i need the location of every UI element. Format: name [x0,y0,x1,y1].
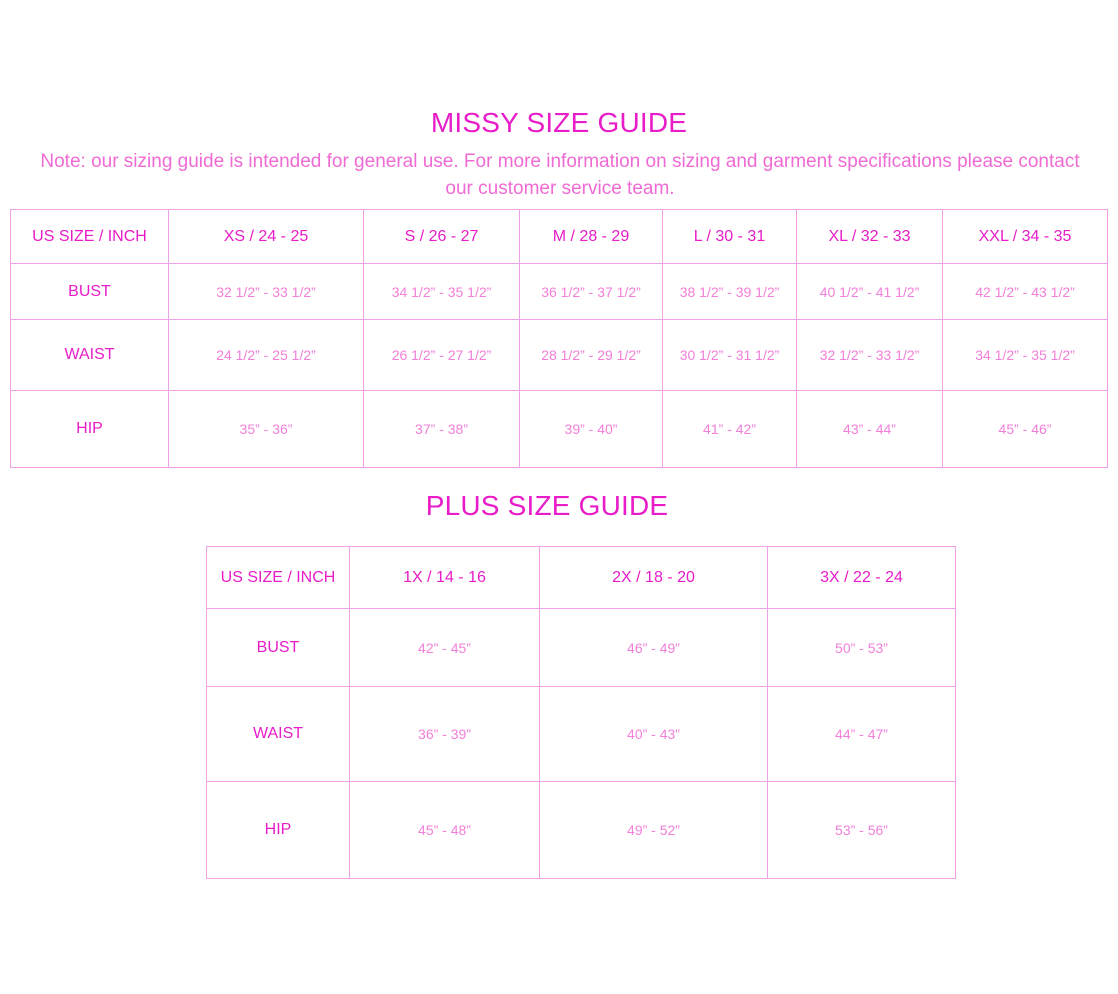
table-cell: 26 1/2” - 27 1/2” [364,320,520,391]
table-cell: 46” - 49” [540,609,768,687]
row-label-waist: WAIST [207,687,350,782]
table-cell: 40 1/2” - 41 1/2” [797,264,943,320]
table-cell: 42” - 45” [350,609,540,687]
table-row [207,687,956,782]
row-label-bust: BUST [11,264,169,320]
table-cell: 32 1/2” - 33 1/2” [169,264,364,320]
table-row [207,782,956,879]
size-header: M / 28 - 29 [520,210,663,264]
table-row [207,609,956,687]
table-cell: 30 1/2” - 31 1/2” [663,320,797,391]
size-header: 1X / 14 - 16 [350,547,540,609]
row-label-hip: HIP [207,782,350,879]
table-cell: 36 1/2” - 37 1/2” [520,264,663,320]
sizing-note: Note: our sizing guide is intended for general use. For more information on sizing and garment specifications please contact our customer service team. [40,151,1080,199]
row-label-hip: HIP [11,391,169,468]
size-header: 3X / 22 - 24 [768,547,956,609]
table-cell: 39” - 40” [520,391,663,468]
missy-size-guide-title: MISSY SIZE GUIDE [430,107,688,138]
size-header: XXL / 34 - 35 [943,210,1108,264]
table-cell: 41” - 42” [663,391,797,468]
table-cell: 50” - 53” [768,609,956,687]
size-header: S / 26 - 27 [364,210,520,264]
size-header: XS / 24 - 25 [169,210,364,264]
table-row [11,391,1108,468]
table-header-row [207,547,956,609]
size-header: XL / 32 - 33 [797,210,943,264]
table-cell: 49” - 52” [540,782,768,879]
corner-header: US SIZE / INCH [11,210,169,264]
table-cell: 36” - 39” [350,687,540,782]
plus-size-guide-title: PLUS SIZE GUIDE [425,490,669,521]
missy-size-table [10,209,1108,468]
table-cell: 34 1/2” - 35 1/2” [943,320,1108,391]
corner-header: US SIZE / INCH [207,547,350,609]
table-row [11,264,1108,320]
row-label-waist: WAIST [11,320,169,391]
table-cell: 45” - 48” [350,782,540,879]
size-header: L / 30 - 31 [663,210,797,264]
table-cell: 34 1/2” - 35 1/2” [364,264,520,320]
table-cell: 24 1/2” - 25 1/2” [169,320,364,391]
table-cell: 44” - 47” [768,687,956,782]
table-cell: 32 1/2” - 33 1/2” [797,320,943,391]
plus-size-table [206,546,956,879]
table-cell: 53” - 56” [768,782,956,879]
table-cell: 43” - 44” [797,391,943,468]
table-row [11,320,1108,391]
row-label-bust: BUST [207,609,350,687]
size-header: 2X / 18 - 20 [540,547,768,609]
table-cell: 42 1/2” - 43 1/2” [943,264,1108,320]
table-cell: 35” - 36” [169,391,364,468]
table-cell: 45” - 46” [943,391,1108,468]
table-cell: 38 1/2” - 39 1/2” [663,264,797,320]
table-header-row [11,210,1108,264]
table-cell: 40” - 43” [540,687,768,782]
table-cell: 28 1/2” - 29 1/2” [520,320,663,391]
table-cell: 37” - 38” [364,391,520,468]
